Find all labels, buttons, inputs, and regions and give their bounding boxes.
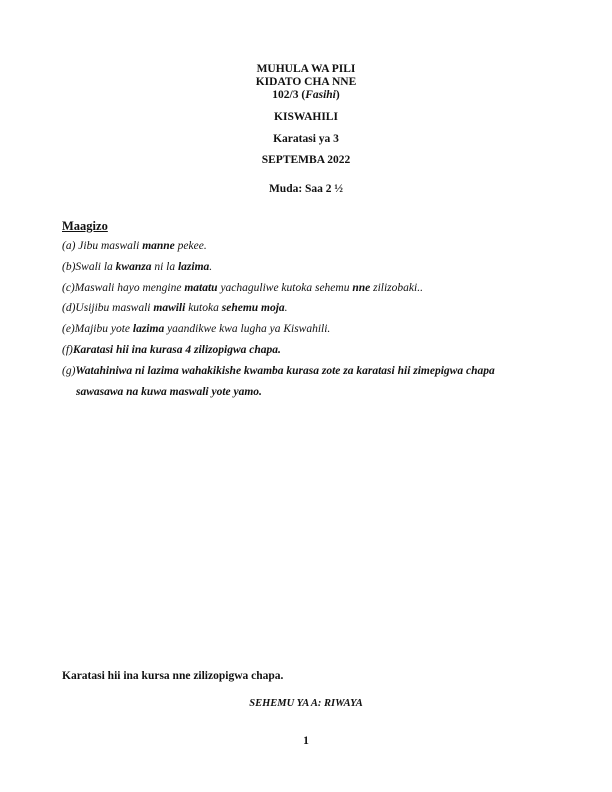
instruction-e — [62, 323, 330, 335]
instruction-c-mid: yachaguliwe kutoka sehemu — [217, 282, 353, 294]
paper-code-prefix: 102/3 ( — [272, 89, 306, 101]
instruction-g-label: (g) — [62, 365, 76, 377]
paper-code-suffix: ) — [335, 89, 340, 101]
instruction-d-end: . — [284, 302, 288, 314]
instruction-g-bold-2: sawasawa na kuwa maswali yote yamo. — [76, 386, 262, 398]
instruction-c-end: zilizobaki.. — [370, 282, 423, 294]
paper-code — [0, 89, 612, 102]
instruction-c-bold-2: nne — [352, 282, 371, 294]
instruction-c — [62, 282, 423, 294]
instruction-b-bold-2: lazima — [177, 261, 210, 273]
section-title: SEHEMU YA A: RIWAYA — [249, 698, 363, 709]
instructions-title: Maagizo — [62, 219, 108, 233]
instruction-d-bold-1: mawili — [153, 302, 186, 314]
instruction-g — [62, 365, 495, 377]
instruction-g-continued — [76, 386, 262, 398]
instruction-c-text: (c)Maswali hayo mengine — [62, 282, 185, 294]
exam-date: SEPTEMBA 2022 — [261, 154, 351, 166]
instruction-d — [62, 302, 288, 314]
instruction-b-end: . — [209, 261, 213, 273]
paper-number: Karatasi ya 3 — [273, 133, 339, 145]
instruction-b-bold-1: kwanza — [115, 261, 152, 273]
instruction-f-label: (f) — [62, 344, 73, 356]
page-number: 1 — [303, 735, 309, 747]
subject-title: KISWAHILI — [274, 111, 338, 123]
instruction-f-bold: Karatasi hii ina kurasa 4 zilizopigwa chapa. — [72, 344, 281, 356]
instruction-b-text: (b)Swali la — [62, 261, 116, 273]
instruction-b — [62, 261, 212, 273]
instruction-c-bold-1: matatu — [184, 282, 218, 294]
instruction-b-mid: ni la — [151, 261, 178, 273]
instruction-f — [62, 344, 281, 356]
instruction-d-mid: kutoka — [185, 302, 222, 314]
instruction-g-bold-1: Watahiniwa ni lazima wahakikishe kwamba kurasa zote za karatasi hii zimepigwa chapa — [75, 365, 495, 377]
instruction-d-bold-2: sehemu moja — [221, 302, 285, 314]
instruction-a-bold: manne — [142, 240, 175, 252]
instruction-a-end: pekee. — [174, 240, 207, 252]
instruction-a-text: (a) Jibu maswali — [62, 240, 143, 252]
instruction-e-end: yaandikwe kwa lugha ya Kiswahili. — [164, 323, 331, 335]
page-count-note: Karatasi hii ina kursa nne zilizopigwa chapa. — [62, 670, 284, 682]
instruction-e-text: (e)Majibu yote — [62, 323, 133, 335]
instruction-a — [62, 240, 207, 252]
exam-duration: Muda: Saa 2 ½ — [268, 183, 344, 195]
exam-term: MUHULA WA PILI — [256, 63, 356, 75]
exam-form: KIDATO CHA NNE — [255, 76, 357, 88]
instruction-e-bold: lazima — [132, 323, 165, 335]
paper-code-subject: Fasihi — [305, 89, 336, 101]
instruction-d-text: (d)Usijibu maswali — [62, 302, 154, 314]
